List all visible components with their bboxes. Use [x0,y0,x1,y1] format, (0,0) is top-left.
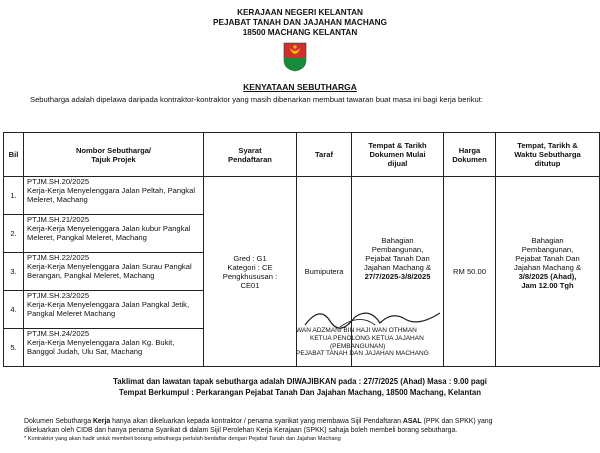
col-tempat-tutup: Tempat, Tarikh & Waktu Sebutharga ditutup [496,133,600,177]
tempat-tutup-cell: Bahagian Pembangunan, Pejabat Tanah Dan Jajahan Machang & 3/8/2025 (Ahad), Jam 12.00 Tgh [496,177,600,367]
page-title: KENYATAAN SEBUTHARGA [243,82,357,92]
signatory-unit: (PEMBANGUNAN) [330,342,386,350]
row-project: PTJM.SH.21/2025 Kerja-Kerja Menyelenggara Jalan kubur Pangkal Meleret, Pangkal Meleret, Machang [24,215,204,253]
table-row [4,177,600,215]
kelantan-crest-icon [282,42,308,72]
intro-text: Sebutharga adalah dipelawa daripada kontraktor-kontraktor yang masih dibenarkan membuat tawaran buat masa ini bagi kerja berikut: [30,95,483,104]
briefing-line-1: Taklimat dan lawatan tapak sebutharga adalah DIWAJIBKAN pada : 27/7/2025 (Ahad) Masa : 9.00 pagi [113,377,487,386]
note-line-2: dikeluarkan oleh CIDB dan hanya penama Syarikat di dalam Sijil Perolehan Kerja Kerajaan (SPKK) sahaja boleh membeli borang sebutharga. [24,427,458,434]
row-bil: 1. [4,177,24,215]
signatory-position: KETUA PENOLONG KETUA JAJAHAN [310,334,424,342]
col-syarat: Syarat Pendaftaran [204,133,297,177]
table-header-row [4,133,600,177]
notes-block [24,417,594,444]
col-tempat-jual: Tempat & Tarikh Dokumen Mulai dijual [352,133,444,177]
signatory-name: WAN ADZMANI BIN HAJI WAN OTHMAN [296,327,417,334]
row-project: PTJM.SH.20/2025 Kerja-Kerja Menyelenggara Jalan Peltah, Pangkal Meleret, Machang [24,177,204,215]
tempat-jual-cell: Bahagian Pembangunan, Pejabat Tanah Dan Jajahan Machang & 27/7/2025-3/8/2025 [352,177,444,367]
row-project: PTJM.SH.23/2025 Kerja-Kerja Menyelenggara Jalan Pangkal Jetik, Pangkal Meleret Machang [24,291,204,329]
briefing-block [0,376,600,398]
note-line-1: Dokumen Sebutharga Kerja hanya akan dikeluarkan kepada kontraktor / penama syarikat yang membawa Sijil Pendaftaran ASAL (PPK dan SPKK) yang [24,418,493,425]
row-bil: 4. [4,291,24,329]
row-bil: 2. [4,215,24,253]
briefing-line-2: Tempat Berkumpul : Perkarangan Pejabat Tanah Dan Jajahan Machang, 18500 Machang, Kelantan [119,388,481,397]
col-harga: Harga Dokumen [444,133,496,177]
taraf-cell: Bumiputera [297,177,352,367]
signatory-office: PEJABAT TANAH DAN JAJAHAN MACHANG [296,350,429,358]
col-bil: Bil [4,133,24,177]
header-line-3: 18500 MACHANG KELANTAN [242,28,358,37]
col-nombor: Nombor Sebutharga/ Tajuk Projek [24,133,204,177]
row-bil: 5. [4,329,24,367]
header-line-1: KERAJAAN NEGERI KELANTAN [237,8,363,17]
harga-cell: RM 50.00 [444,177,496,367]
row-project: PTJM.SH.22/2025 Kerja-Kerja Menyelenggara Jalan Surau Pangkal Berangan, Pangkal Meleret, Machang [24,253,204,291]
col-taraf: Taraf [297,133,352,177]
row-bil: 3. [4,253,24,291]
syarat-cell: Gred : G1 Kategori : CE Pengkhususan : CE01 [204,177,297,367]
row-project: PTJM.SH.24/2025 Kerja-Kerja Menyelenggara Jalan Kg. Bukit, Banggol Judah, Ulu Sat, Machang [24,329,204,367]
note-line-3: * Kontraktor yang akan hadir untuk membeli borang sebutharga perlulah berdaftar dengan Pejabat Tanah dan Jajahan Machang [24,436,341,442]
header-line-2: PEJABAT TANAH DAN JAJAHAN MACHANG [213,18,387,27]
signatory-block [296,327,429,358]
